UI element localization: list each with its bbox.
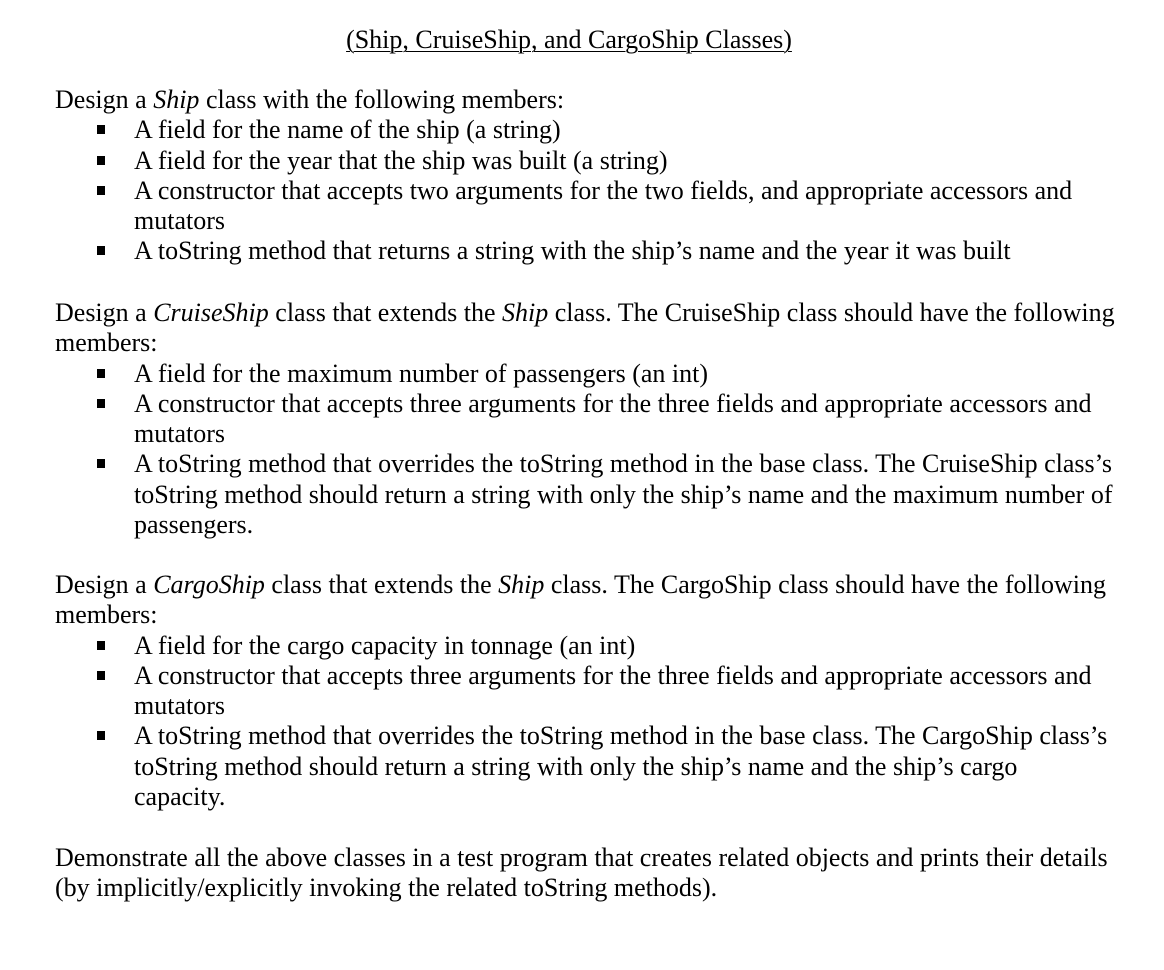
list-item bbox=[55, 721, 1115, 812]
cruiseship-base-class-name: Ship bbox=[502, 298, 549, 327]
ship-class-name: Ship bbox=[153, 85, 200, 114]
list-item-text: A field for the year that the ship was built (a string) bbox=[134, 145, 668, 175]
cruiseship-intro-pre: Design a bbox=[55, 298, 154, 327]
closing-paragraph: Demonstrate all the above classes in a test program that creates related objects and prints their details (by implicitly/explicitly invoking the related toString methods). bbox=[55, 843, 1108, 903]
cargoship-class-name: CargoShip bbox=[153, 570, 265, 599]
square-bullet-icon bbox=[97, 671, 105, 680]
list-item-text: A toString method that returns a string with the ship’s name and the year it was built bbox=[134, 236, 1011, 266]
list-item-text: A field for the name of the ship (a string) bbox=[134, 115, 561, 145]
square-bullet-icon bbox=[97, 731, 105, 740]
cargoship-intro bbox=[55, 570, 1115, 631]
cruiseship-intro-mid: class that extends the bbox=[268, 298, 502, 327]
ship-section bbox=[55, 85, 1115, 267]
list-item bbox=[55, 449, 1115, 540]
ship-intro bbox=[55, 85, 1115, 115]
cargoship-member-list bbox=[55, 631, 1115, 813]
cargoship-section bbox=[55, 570, 1115, 812]
list-item-text: A constructor that accepts three arguments for the three fields and appropriate accessors and mutators bbox=[134, 660, 1092, 721]
list-item-text: A toString method that overrides the toString method in the base class. The CargoShip class’s toString method should return a string with only the ship’s name and the ship’s cargo capacity. bbox=[134, 721, 1108, 812]
cruiseship-intro-post: class. The CruiseShip class should have the following members: bbox=[55, 298, 1115, 358]
cruiseship-class-name: CruiseShip bbox=[153, 298, 269, 327]
list-item bbox=[55, 176, 1115, 237]
list-item bbox=[55, 146, 1115, 176]
list-item bbox=[55, 389, 1115, 450]
cruiseship-section bbox=[55, 298, 1115, 540]
list-item bbox=[55, 631, 1115, 661]
ship-intro-post: class with the following members: bbox=[199, 85, 565, 114]
square-bullet-icon bbox=[97, 369, 105, 378]
square-bullet-icon bbox=[97, 641, 105, 650]
cargoship-intro-mid: class that extends the bbox=[264, 570, 499, 599]
cruiseship-member-list bbox=[55, 359, 1115, 541]
list-item-text: A constructor that accepts three arguments for the three fields and appropriate accessors and mutators bbox=[134, 388, 1092, 449]
cargoship-intro-pre: Design a bbox=[55, 570, 154, 599]
list-item bbox=[55, 359, 1115, 389]
square-bullet-icon bbox=[97, 156, 105, 165]
ship-member-list bbox=[55, 115, 1115, 266]
cruiseship-intro bbox=[55, 298, 1115, 359]
list-item bbox=[55, 661, 1115, 722]
cargoship-intro-post: class. The CargoShip class should have the following members: bbox=[55, 570, 1106, 630]
square-bullet-icon bbox=[97, 125, 105, 134]
ship-intro-pre: Design a bbox=[55, 85, 154, 114]
document-title bbox=[0, 25, 1164, 55]
list-item-text: A field for the maximum number of passengers (an int) bbox=[134, 358, 709, 388]
cargoship-base-class-name: Ship bbox=[498, 570, 545, 599]
square-bullet-icon bbox=[97, 399, 105, 408]
square-bullet-icon bbox=[97, 459, 105, 468]
list-item-text: A toString method that overrides the toString method in the base class. The CruiseShip class’s toString method should return a string with only the ship’s name and the maximum number of passengers. bbox=[134, 449, 1113, 540]
list-item-text: A field for the cargo capacity in tonnage (an int) bbox=[134, 630, 636, 660]
square-bullet-icon bbox=[97, 186, 105, 195]
square-bullet-icon bbox=[97, 246, 105, 255]
list-item-text: A constructor that accepts two arguments for the two fields, and appropriate accessors and mutators bbox=[134, 175, 1073, 236]
list-item bbox=[55, 236, 1115, 266]
document-title-text: (Ship, CruiseShip, and CargoShip Classes) bbox=[346, 25, 792, 54]
list-item bbox=[55, 115, 1115, 145]
